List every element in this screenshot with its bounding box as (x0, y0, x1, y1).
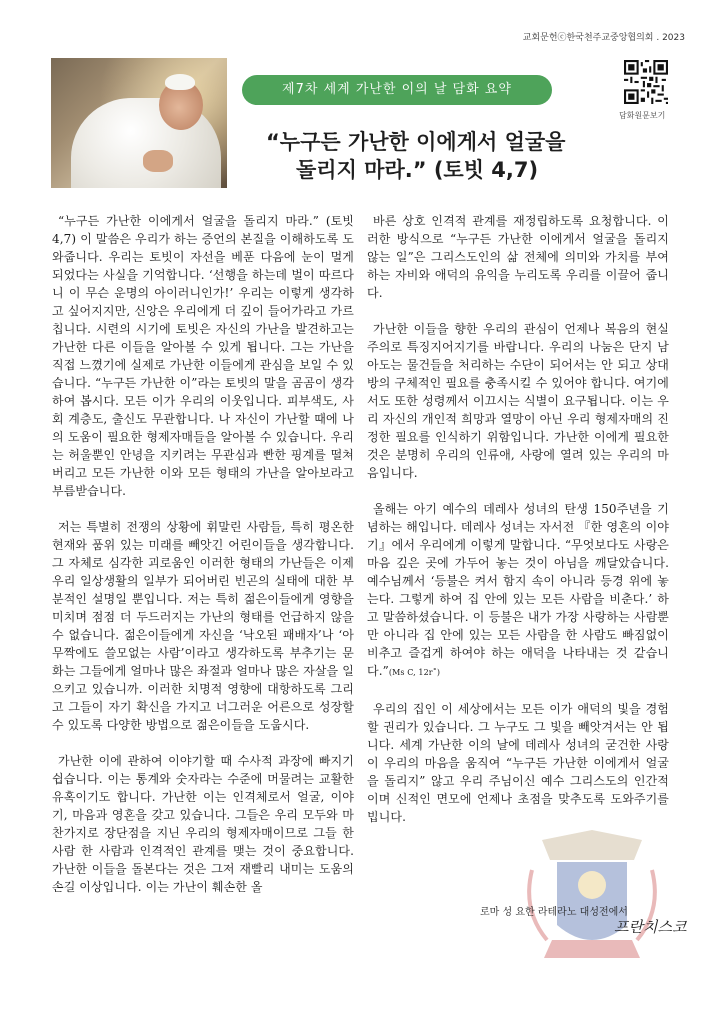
qr-caption: 담화원문보기 (619, 111, 666, 120)
paragraph: “누구든 가난한 이에게서 얼굴을 돌리지 마라.” (토빗 4,7) 이 말씀은 우리가 하는 증언의 본질을 이해하도록 도와줍니다. 우리는 토빗이 자선을 베푼 다음에 눈이 멀게 되었다는 사실을 기억합니다. ‘선행을 하는데 벌이 따르다니 이 무슨 운명의 아이러니인가!’ 우리는 이렇게 생각하고 싶어지지만, 신앙은 우리에게 더 깊이 들어가라고 가르칩니다. 시련의 시기에 토빗은 자신의 가난을 발견하고는 가난한 다른 이들을 알아볼 수 있게 됩니다. 그는 가난을 직접 느꼈기에 실제로 가난한 이들에게 관심을 보일 수 있습니다. “누구든 가난한 이”라는 토빗의 말을 곰곰이 생각하여 봅시다. 모든 이가 우리의 이웃입니다. 피부색도, 사회 계층도, 출신도 무관합니다. 나 자신이 가난할 때에 나의 도움이 필요한 형제자매들을 알아볼 수 있습니다. 우리는 허울뿐인 안녕을 지키려는 무관심과 빤한 핑계를 떨쳐버리고 모든 가난한 이와 모든 형태의 가난을 알아보라고 부름받습니다. (52, 214, 354, 498)
paragraph: 가난한 이에 관하여 이야기할 때 수사적 과장에 빠지기 쉽습니다. 이는 통계와 숫자라는 수준에 머물려는 교활한 유혹이기도 합니다. 가난한 이는 인격체로서 얼굴, 이야기, 마음과 영혼을 갖고 있습니다. 그들은 우리 모두와 마찬가지로 장단점을 지닌 우리의 형제자매이므로 그들 한 사람 한 사람과 인격적인 관계를 맺는 것이 중요합니다. 가난한 이들을 돌본다는 것은 그저 재빨리 내미는 도움의 손길 이상입니다. 이는 가난이 훼손한 올 (52, 754, 354, 894)
qr-code[interactable] (624, 60, 668, 104)
title-badge: 제7차 세계 가난한 이의 날 담화 요약 (242, 75, 552, 105)
paragraph-text: 올해는 아기 예수의 데레사 성녀의 탄생 150주년을 기념하는 해입니다. 데레사 성녀는 자서전 『한 영혼의 이야기』에서 우리에게 이렇게 말합니다. “무엇보다도 사랑은 마음 깊은 곳에 가두어 놓는 것이 아님을 깨달았습니다. 예수님께서 ‘등불은 켜서 함지 속이 아니라 등경 위에 놓는다. 그렇게 하여 집 안에 있는 모든 사람을 비춘다.’ 하고 말씀하셨습니다. 이 등불은 내가 가장 사랑하는 사람뿐만 아니라 집 안에 있는 모든 사람을 한 사람도 빠짐없이 비추고 즐겁게 하여야 하는 애덕을 나타내는 것 같습니다.” (367, 502, 669, 678)
paragraph: 우리의 집인 이 세상에서는 모든 이가 애덕의 빛을 경험할 권리가 있습니다. 그 누구도 그 빛을 빼앗겨서는 안 됩니다. 세계 가난한 이의 날에 데레사 성녀의 굳건한 사랑이 우리의 마음을 움직여 “누구든 가난한 이에게서 얼굴을 돌리지” 않고 우리 주님이신 예수 그리스도의 인간적이며 신적인 면모에 언제나 초점을 맞추도록 도와주기를 빕니다. (367, 702, 669, 824)
signature-place: 로마 성 요한 라테라노 대성전에서 (480, 907, 628, 918)
paragraph: 가난한 이들을 향한 우리의 관심이 언제나 복음의 현실주의로 특징지어지기를 바랍니다. 우리의 나눔은 단지 남아도는 물건들을 처리하는 수단이 되어서는 안 되고 상대방의 구체적인 필요를 충족시킬 수 있어야 합니다. 여기에서도 또한 성령께서 이끄시는 식별이 요구됩니다. 이는 우리 자신의 개인적 희망과 열망이 아닌 우리 형제자매의 진정한 필요를 인식하기 위함입니다. 가난한 이에게 필요한 것은 분명히 우리의 인류애, 사랑에 열려 있는 우리의 마음입니다. (367, 322, 669, 480)
body-column-right (367, 212, 669, 844)
copyright-notice: 교회문헌ⓒ한국천주교중앙협의회 . 2023 (522, 33, 685, 43)
signature-name: 프란치스코 (614, 918, 687, 936)
citation: (Ms C, 12r˚) (388, 668, 441, 677)
headline (262, 128, 592, 184)
body-column-left (52, 212, 354, 914)
pope-photo (51, 58, 227, 188)
headline-line-2: 돌리지 마라.” (토빗 4,7) (296, 158, 539, 182)
paragraph: 저는 특별히 전쟁의 상황에 휘말린 사람들, 특히 평온한 현재와 품위 있는 미래를 빼앗긴 어린이들을 생각합니다. 그 자체로 심각한 괴로움인 이러한 형태의 가난들은 이제 우리 일상생활의 일부가 되어버린 빈곤의 실태에 대한 부분적인 설명일 뿐입니다. 저는 특히 젊은이들에게 영향을 미치며 점점 더 두드러지는 가난의 형태를 언급하지 않을 수 없습니다. 젊은이들에게 자신을 ‘낙오된 패배자’나 ‘아무짝에도 쓸모없는 사람’이라고 생각하도록 부추기는 문화는 그들에게 얼마나 많은 좌절과 얼마나 많은 자살을 일으키고 있습니까. 이러한 치명적 영향에 대항하도록 그리고 그들이 자기 확신을 가지고 너그러운 어른으로 성장할 수 있도록 다양한 방법으로 젊은이들을 도웁시다. (52, 520, 354, 732)
headline-line-1: “누구든 가난한 이에게서 얼굴을 (266, 130, 566, 154)
paragraph (367, 500, 669, 682)
paragraph: 바른 상호 인격적 관계를 재정립하도록 요청합니다. 이러한 방식으로 “누구든 가난한 이에게서 얼굴을 돌리지 않는 일”은 그리스도인의 삶 전체에 의미와 가치를 부여하는 자비와 애덕의 유익을 누리도록 우리를 이끌어 줍니다. (367, 214, 669, 300)
